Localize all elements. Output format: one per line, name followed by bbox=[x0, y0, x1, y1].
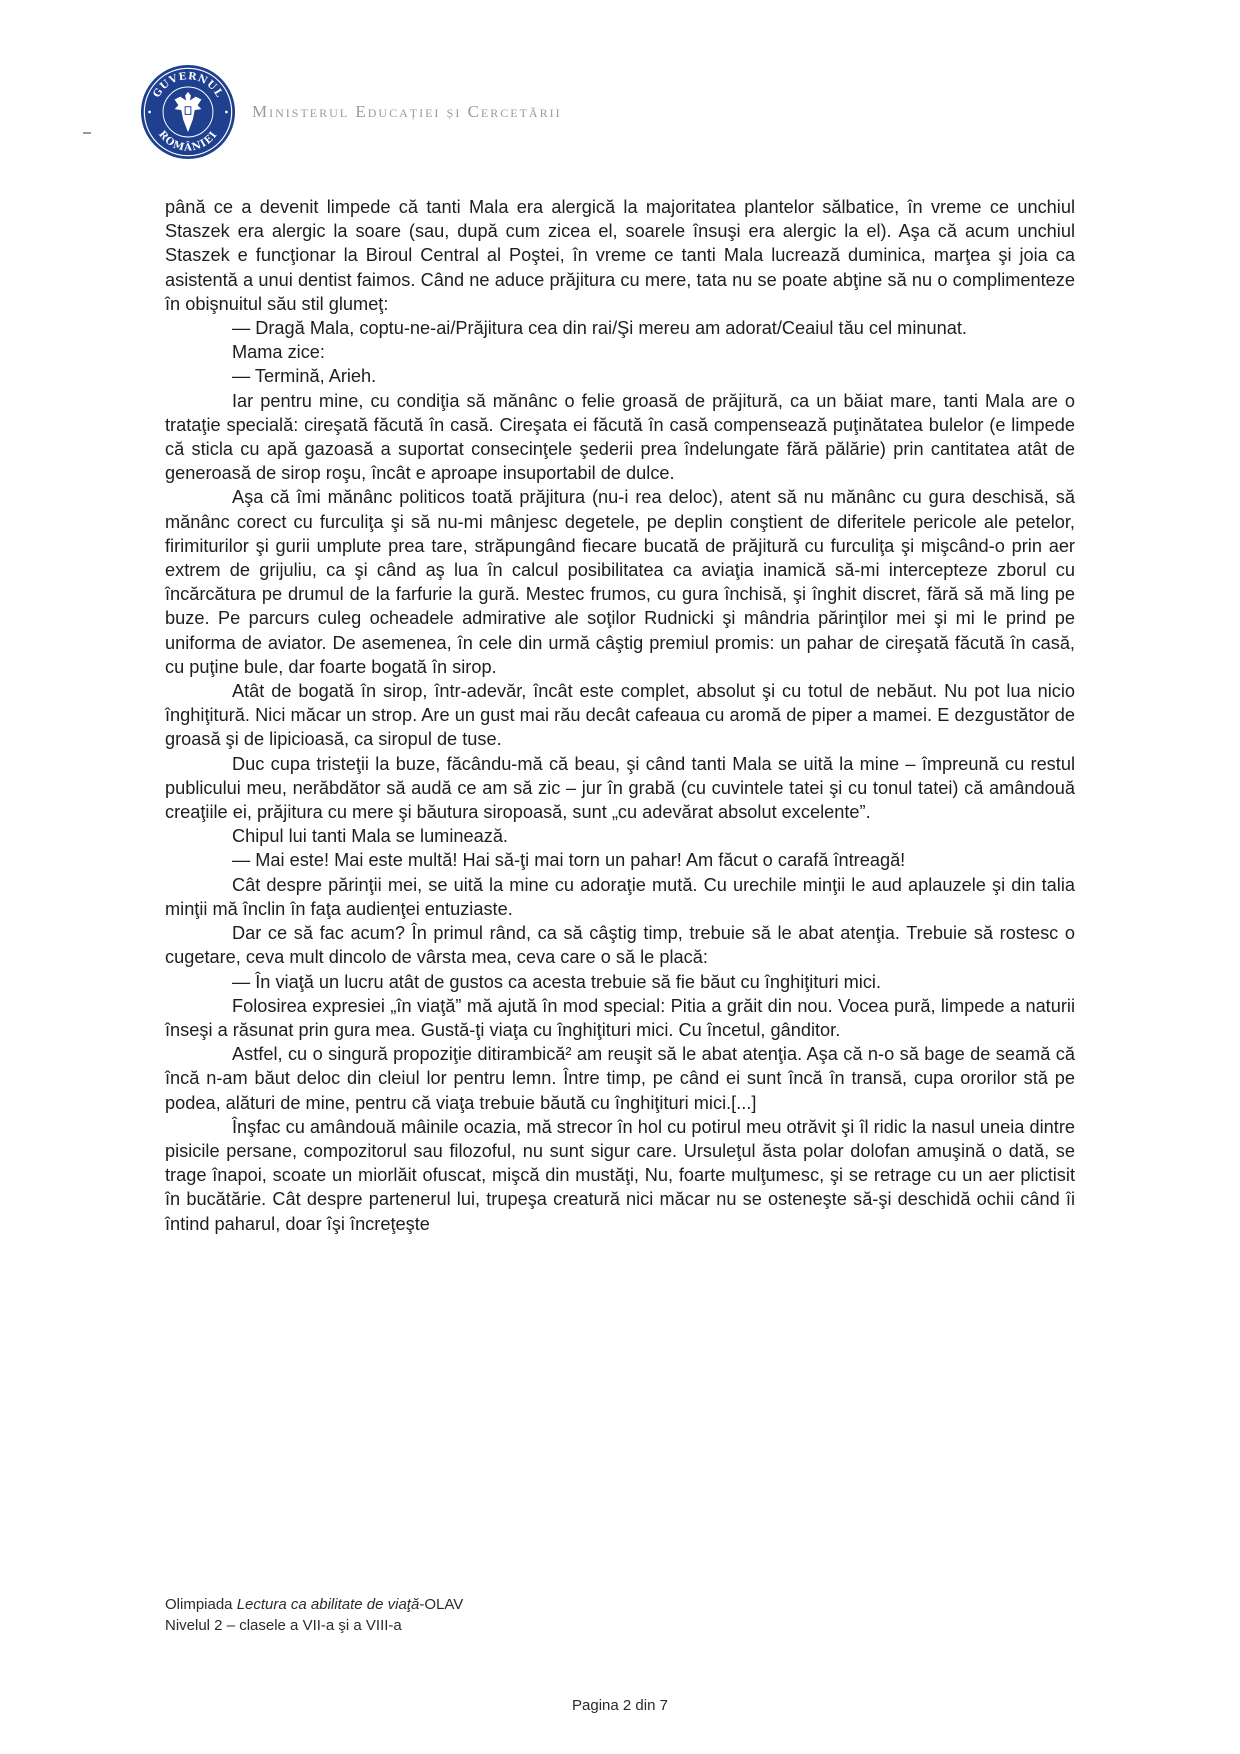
letterhead bbox=[140, 62, 562, 162]
paragraph: — În viaţă un lucru atât de gustos ca acesta trebuie să fie băut cu înghiţituri mici. bbox=[232, 971, 882, 992]
page-number: Pagina 2 din 7 bbox=[572, 1697, 668, 1714]
paragraph: Mama zice: bbox=[232, 342, 325, 363]
paragraph: — Mai este! Mai este multă! Hai să-ţi mai torn un pahar! Am făcut o carafă întreagă! bbox=[232, 850, 906, 871]
ministry-name: Ministerul Educației și Cercetării bbox=[252, 102, 562, 121]
seal-ring-top: GUVERNUL bbox=[151, 71, 225, 100]
level-line: Nivelul 2 – clasele a VII-a şi a VIII-a bbox=[165, 1617, 402, 1634]
paragraph: Astfel, cu o singură propoziţie ditirambică² am reuşit să le abat atenţia. Aşa că n-o să bage de seamă că încă n-am băut deloc din cleiul lor pentru lemn. Între timp, pe când ei sunt încă în transă, cupa ororilor stă pe podea, alături de mine, pentru că viaţa trebuie băută cu înghiţituri mici.[...] bbox=[165, 1044, 1075, 1113]
margin-mark bbox=[83, 132, 91, 134]
paragraph: Aşa că îmi mănânc politicos toată prăjitura (nu-i rea deloc), atent să nu mănânc cu gura deschisă, să mănânc corect cu furculiţa şi să nu-mi mânjesc degetele, pe deplin conştient de diferitele pericole ale petelor, firimiturilor şi gurii umplute prea tare, străpungând fiecare bucată de prăjitură cu furculiţa şi mişcând-o prin aer extrem de grijuliu, ca şi când aş lua în calcul posibilitatea ca aviaţia inamică să-mi intercepteze zborul cu încărcătura pe drumul de la farfurie la gură. Mestec frumos, cu gura închisă, şi înghit discret, fără să mă ling pe buze. Pe parcurs culeg ocheadele admirative ale soţilor Rudnicki şi mândria părinţilor mei şi mi le prind pe uniforma de aviator. De asemenea, în cele din urmă câştig premiul promis: un pahar de cireşată făcută în casă, cu puţine bule, dar foarte bogată în sirop. bbox=[165, 487, 1075, 677]
olympiad-title: Lectura ca abilitate de viaţă bbox=[236, 1596, 420, 1613]
paragraph: Dar ce să fac acum? În primul rând, ca să câştig timp, trebuie să le abat atenţia. Trebuie să rostesc o cugetare, ceva mult dincolo de vârsta mea, ceva care o să le placă: bbox=[165, 923, 1075, 968]
paragraph: — Termină, Arieh. bbox=[232, 366, 377, 387]
paragraph: — Dragă Mala, coptu-ne-ai/Prăjitura cea din rai/Şi mereu am adorat/Ceaiul tău cel minunat. bbox=[232, 318, 967, 339]
paragraph: Chipul lui tanti Mala se luminează. bbox=[232, 826, 508, 847]
paragraph: Duc cupa tristeţii la buze, făcându-mă că beau, şi când tanti Mala se uită la mine – împreună cu restul publicului meu, nerăbdător să audă ce am să zic – jur în grabă (cu cuvintele tatei şi cu tonul tatei) că amândouă creaţiile ei, prăjitura cu mere şi băutura siropoasă, sunt „cu adevărat absolut excelente”. bbox=[165, 753, 1075, 823]
paragraph: Atât de bogată în sirop, într-adevăr, încât este complet, absolut şi cu totul de nebăut. Nu pot lua nicio înghiţitură. Nici măcar un strop. Are un gust mai rău decât cafeaua cu aromă de piper a mamei. E dezgustător de groasă şi de lipicioasă, ca siropul de tuse. bbox=[165, 681, 1075, 750]
olympiad-suffix: -OLAV bbox=[419, 1596, 464, 1613]
olympiad-line bbox=[165, 1594, 463, 1615]
olympiad-prefix: Olimpiada bbox=[165, 1596, 237, 1613]
paragraph: până ce a devenit limpede că tanti Mala era alergică la majoritatea plantelor sălbatice, în vreme ce unchiul Staszek era alergic la soare (sau, după cum zicea el, soarele însuşi era alergic la el). Aşa că acum unchiul Staszek e funcţionar la Biroul Central al Poştei, în vreme ce tanti Mala lucrează duminica, marţea şi joia ca asistentă a unui dentist faimos. Când ne aduce prăjitura cu mere, tata nu se poate abţine să nu o complimenteze în obişnuitul său stil glumeţ: bbox=[165, 197, 1075, 314]
paragraph: Iar pentru mine, cu condiţia să mănânc o felie groasă de prăjitură, ca un băiat mare, tanti Mala are o trataţie specială: cireşată făcută în casă. Cireşata ei făcută în casă compensează puţinătatea bulelor (e limpede că sticla cu apă gazoasă a suportat consecinţele şederii prea îndelungate fără pălărie) prin cantitatea atât de generoasă de sirop roşu, încât e aproape insuportabil de dulce. bbox=[165, 390, 1075, 484]
seal-ring-bottom: ROMÂNIEI bbox=[156, 129, 220, 154]
footer bbox=[165, 1594, 463, 1636]
paragraph: Înşfac cu amândouă mâinile ocazia, mă strecor în hol cu potirul meu otrăvit şi îl ridic la nasul uneia dintre pisicile persane, compozitorul sau filozoful, nu sunt sigur care. Ursuleţul ăsta polar dolofan amuşină o dată, se trage înapoi, scoate un miorlăit ofuscat, mişcă din mustăţi, Nu, foarte mulţumesc, şi se retrage cu un aer plictisit în bucătărie. Cât despre partenerul lui, trupeşa creatură nici măcar nu se osteneşte să-şi deschidă ochii când îi întind paharul, doar îşi încreţeşte bbox=[165, 1116, 1075, 1234]
government-seal-icon bbox=[140, 64, 236, 160]
paragraph: Folosirea expresiei „în viaţă” mă ajută în mod special: Pitia a grăit din nou. Vocea pură, limpede a naturii înseşi a răsunat prin gura mea. Gustă-ţi viaţa cu înghiţituri mici. Cu încetul, gânditor. bbox=[165, 995, 1075, 1040]
paragraph: Cât despre părinţii mei, se uită la mine cu adoraţie mută. Cu urechile minţii le aud aplauzele şi din talia minţii mă înclin în faţa audienţei entuziaste. bbox=[165, 874, 1075, 919]
story-text bbox=[165, 195, 1075, 1236]
